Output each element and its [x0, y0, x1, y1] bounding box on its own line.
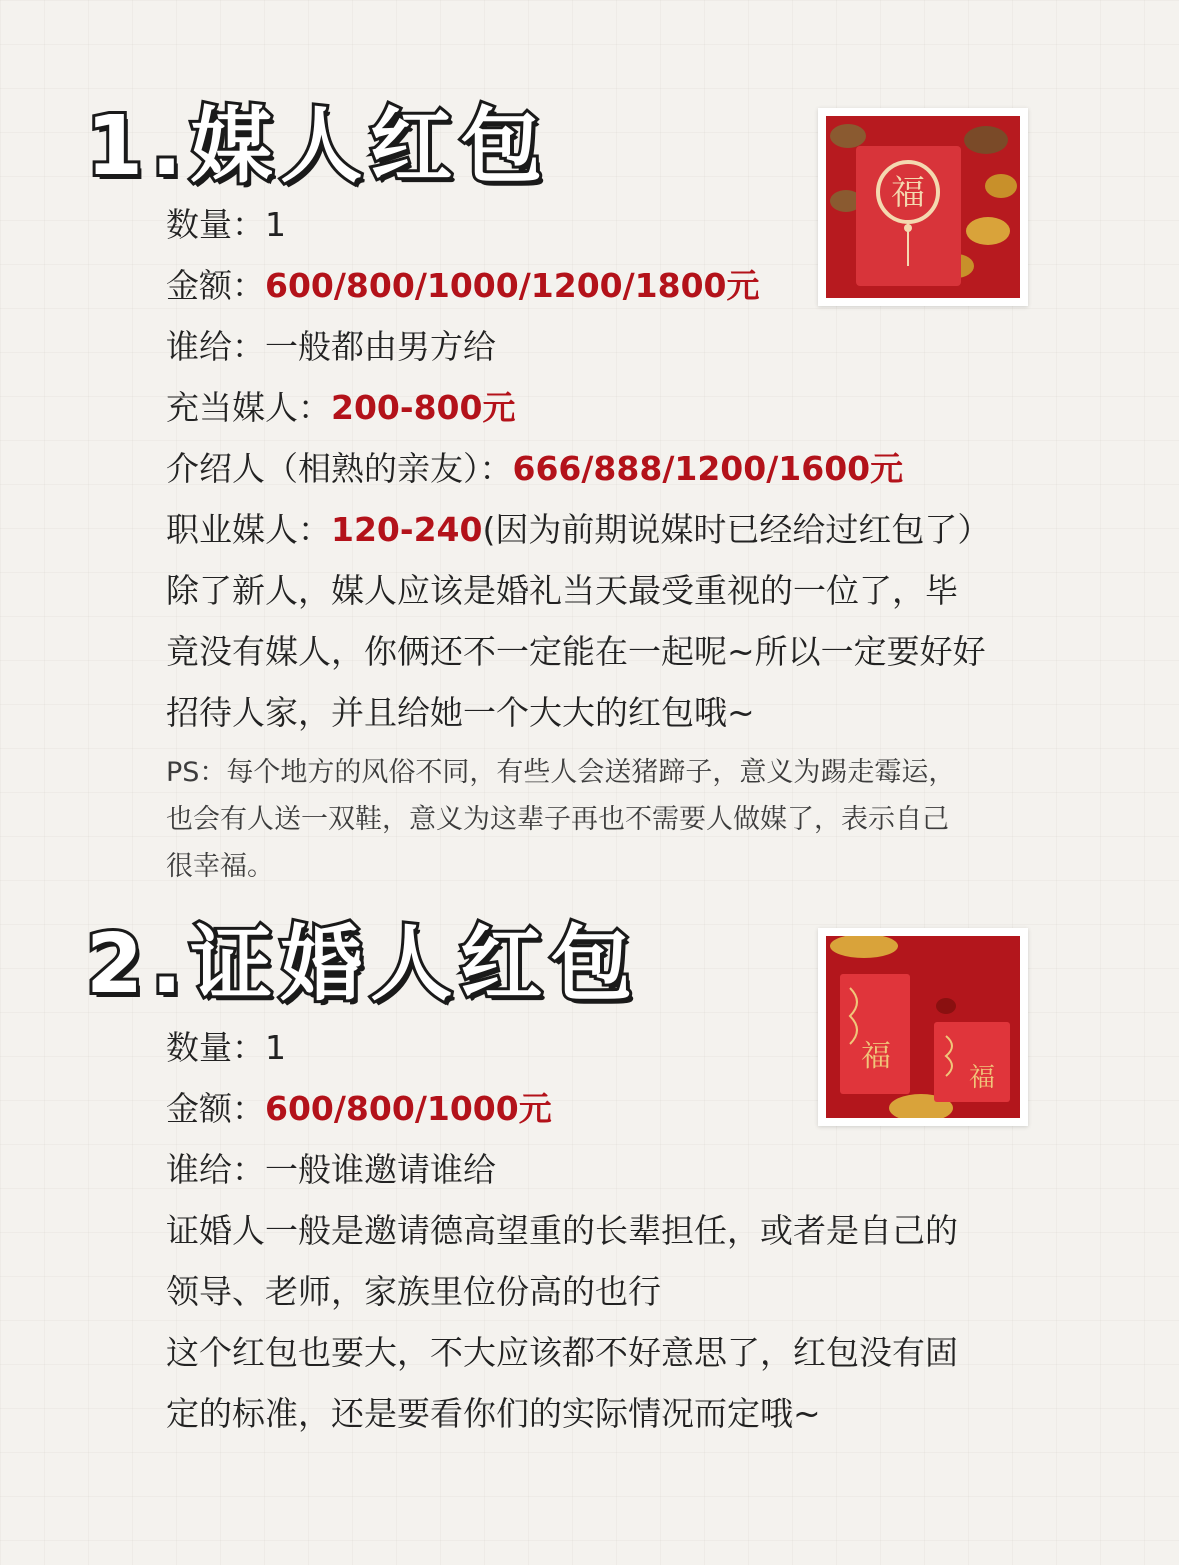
ps-line: 也会有人送一双鞋，意义为这辈子再也不需要人做媒了，表示自己	[166, 804, 949, 835]
officiant-paragraph	[166, 1200, 1086, 1444]
amount-label: 金额：	[166, 1089, 265, 1128]
acting-value: 200-800元	[331, 388, 516, 427]
giver-label: 谁给：	[166, 1150, 265, 1189]
para-line: 定的标准，还是要看你们的实际情况而定哦~	[166, 1394, 821, 1433]
giver-value: 一般谁邀请谁给	[265, 1150, 496, 1189]
fu-character: 福	[891, 173, 925, 213]
matchmaker-details	[166, 194, 1086, 890]
heading-matchmaker: 1.媒人红包	[86, 99, 551, 194]
heading-officiant: 2.证婚人红包	[86, 917, 641, 1012]
para-line: 竟没有媒人，你俩还不一定能在一起呢~所以一定要好好	[166, 632, 986, 671]
giver-label: 谁给：	[166, 327, 265, 366]
matchmaker-paragraph	[166, 560, 1086, 743]
qty-value: 1	[265, 1028, 286, 1067]
professional-label: 职业媒人：	[166, 510, 331, 549]
qty-label: 数量：	[166, 205, 265, 244]
giver-row	[166, 1139, 1086, 1200]
qty-label: 数量：	[166, 1028, 265, 1067]
fu-character: 福	[968, 1063, 996, 1093]
qty-row	[166, 1017, 1086, 1078]
para-line: 除了新人，媒人应该是婚礼当天最受重视的一位了，毕	[166, 571, 958, 610]
professional-value: 120-240	[331, 510, 483, 549]
acting-label: 充当媒人：	[166, 388, 331, 427]
fu-character: 福	[861, 1039, 891, 1074]
qty-value: 1	[265, 205, 286, 244]
amount-label: 金额：	[166, 266, 265, 305]
qty-row	[166, 194, 1086, 255]
amount-row	[166, 1078, 1086, 1139]
ps-line: PS：每个地方的风俗不同，有些人会送猪蹄子，意义为踢走霉运，	[166, 757, 956, 788]
ps-note	[166, 749, 1086, 890]
introducer-label: 介绍人（相熟的亲友）：	[166, 449, 513, 488]
para-line: 这个红包也要大，不大应该都不好意思了，红包没有固	[166, 1333, 958, 1372]
amount-value: 600/800/1000/1200/1800元	[265, 266, 760, 305]
introducer-value: 666/888/1200/1600元	[512, 449, 904, 488]
acting-row	[166, 377, 1086, 438]
giver-row	[166, 316, 1086, 377]
amount-value: 600/800/1000元	[265, 1089, 552, 1128]
officiant-details	[166, 1017, 1086, 1444]
para-line: 证婚人一般是邀请德高望重的长辈担任，或者是自己的	[166, 1211, 958, 1250]
ps-line: 很幸福。	[166, 851, 274, 882]
amount-row	[166, 255, 1086, 316]
professional-note: (因为前期说媒时已经给过红包了）	[482, 510, 991, 549]
giver-value: 一般都由男方给	[265, 327, 496, 366]
para-line: 领导、老师，家族里位份高的也行	[166, 1272, 661, 1311]
professional-row	[166, 499, 1086, 560]
para-line: 招待人家，并且给她一个大大的红包哦~	[166, 693, 755, 732]
introducer-row	[166, 438, 1086, 499]
